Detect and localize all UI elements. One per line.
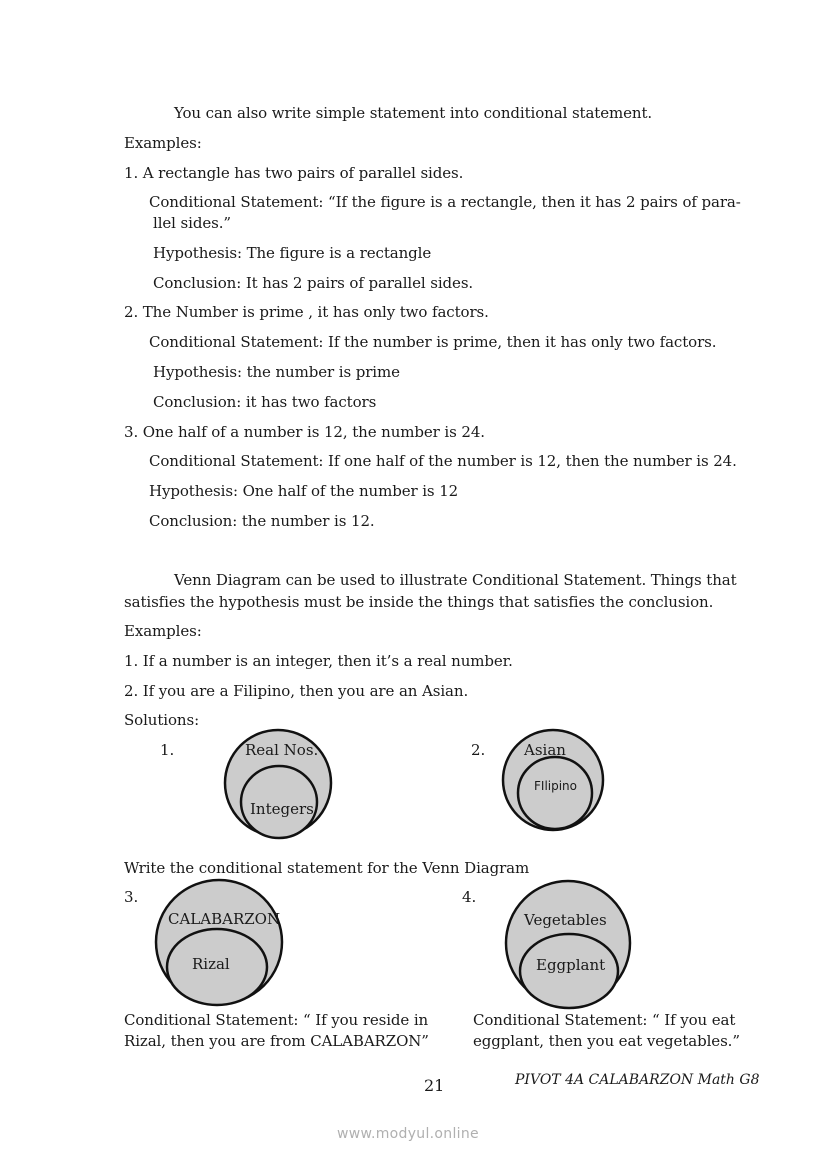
answer-3-line-1: Conditional Statement: “ If you reside in [124,1011,429,1029]
examples-label: Examples: [124,134,202,152]
intro-paragraph: You can also write simple statement into conditional statement. [174,104,653,122]
example-2-hypothesis: Hypothesis: the number is prime [153,363,400,381]
example-2-conditional: Conditional Statement: If the number is prime, then it has only two factors. [149,333,717,351]
venn-intro-line-2: satisfies the hypothesis must be inside the things that satisfies the conclusion. [124,593,714,611]
diagram-4-number: 4. [462,888,477,906]
example-3-hypothesis: Hypothesis: One half of the number is 12 [149,482,459,500]
venn-diagram-3 [155,879,285,1007]
example-1-conditional: Conditional Statement: “If the figure is a rectangle, then it has 2 pairs of para- [149,193,741,211]
footer-title: PIVOT 4A CALABARZON Math G8 [515,1072,760,1088]
inner-label: Rizal [192,955,230,973]
page-number: 21 [424,1076,445,1095]
diagram-3-number: 3. [124,888,139,906]
example-2-conclusion: Conclusion: it has two factors [153,393,377,411]
outer-label: CALABARZON [168,910,281,928]
example-1-conditional-cont: llel sides.” [153,214,231,232]
answer-3-line-2: Rizal, then you are from CALABARZON” [124,1032,429,1050]
example-3-conclusion: Conclusion: the number is 12. [149,512,375,530]
outer-label: Asian [524,741,566,759]
venn-diagram-2 [502,729,606,833]
diagram-2-number: 2. [471,741,486,759]
outer-label: Vegetables [524,911,607,929]
answer-4-line-2: eggplant, then you eat vegetables.” [473,1032,740,1050]
watermark: www.modyul.online [337,1126,479,1142]
inner-label: Eggplant [536,956,606,974]
solutions-label: Solutions: [124,711,200,729]
venn-intro-line-1: Venn Diagram can be used to illustrate Conditional Statement. Things that [174,571,737,589]
diagram-1-number: 1. [160,741,175,759]
example-1-statement: 1. A rectangle has two pairs of parallel sides. [124,164,464,182]
outer-label: Real Nos. [245,741,319,759]
inner-label: FIlipino [534,779,578,793]
write-instruction: Write the conditional statement for the Venn Diagram [124,859,530,877]
inner-label: Integers [250,800,314,818]
venn-example-1: 1. If a number is an integer, then it’s a real number. [124,652,513,670]
example-3-conditional: Conditional Statement: If one half of the number is 12, then the number is 24. [149,452,737,470]
example-3-statement: 3. One half of a number is 12, the number is 24. [124,423,485,441]
example-1-hypothesis: Hypothesis: The figure is a rectangle [153,244,432,262]
venn-example-2: 2. If you are a Filipino, then you are an Asian. [124,682,469,700]
example-2-statement: 2. The Number is prime , it has only two factors. [124,303,489,321]
venn-examples-label: Examples: [124,622,202,640]
answer-4-line-1: Conditional Statement: “ If you eat [473,1011,736,1029]
venn-diagram-4 [505,880,633,1008]
example-1-conclusion: Conclusion: It has 2 pairs of parallel sides. [153,274,474,292]
venn-diagram-1 [224,729,334,839]
